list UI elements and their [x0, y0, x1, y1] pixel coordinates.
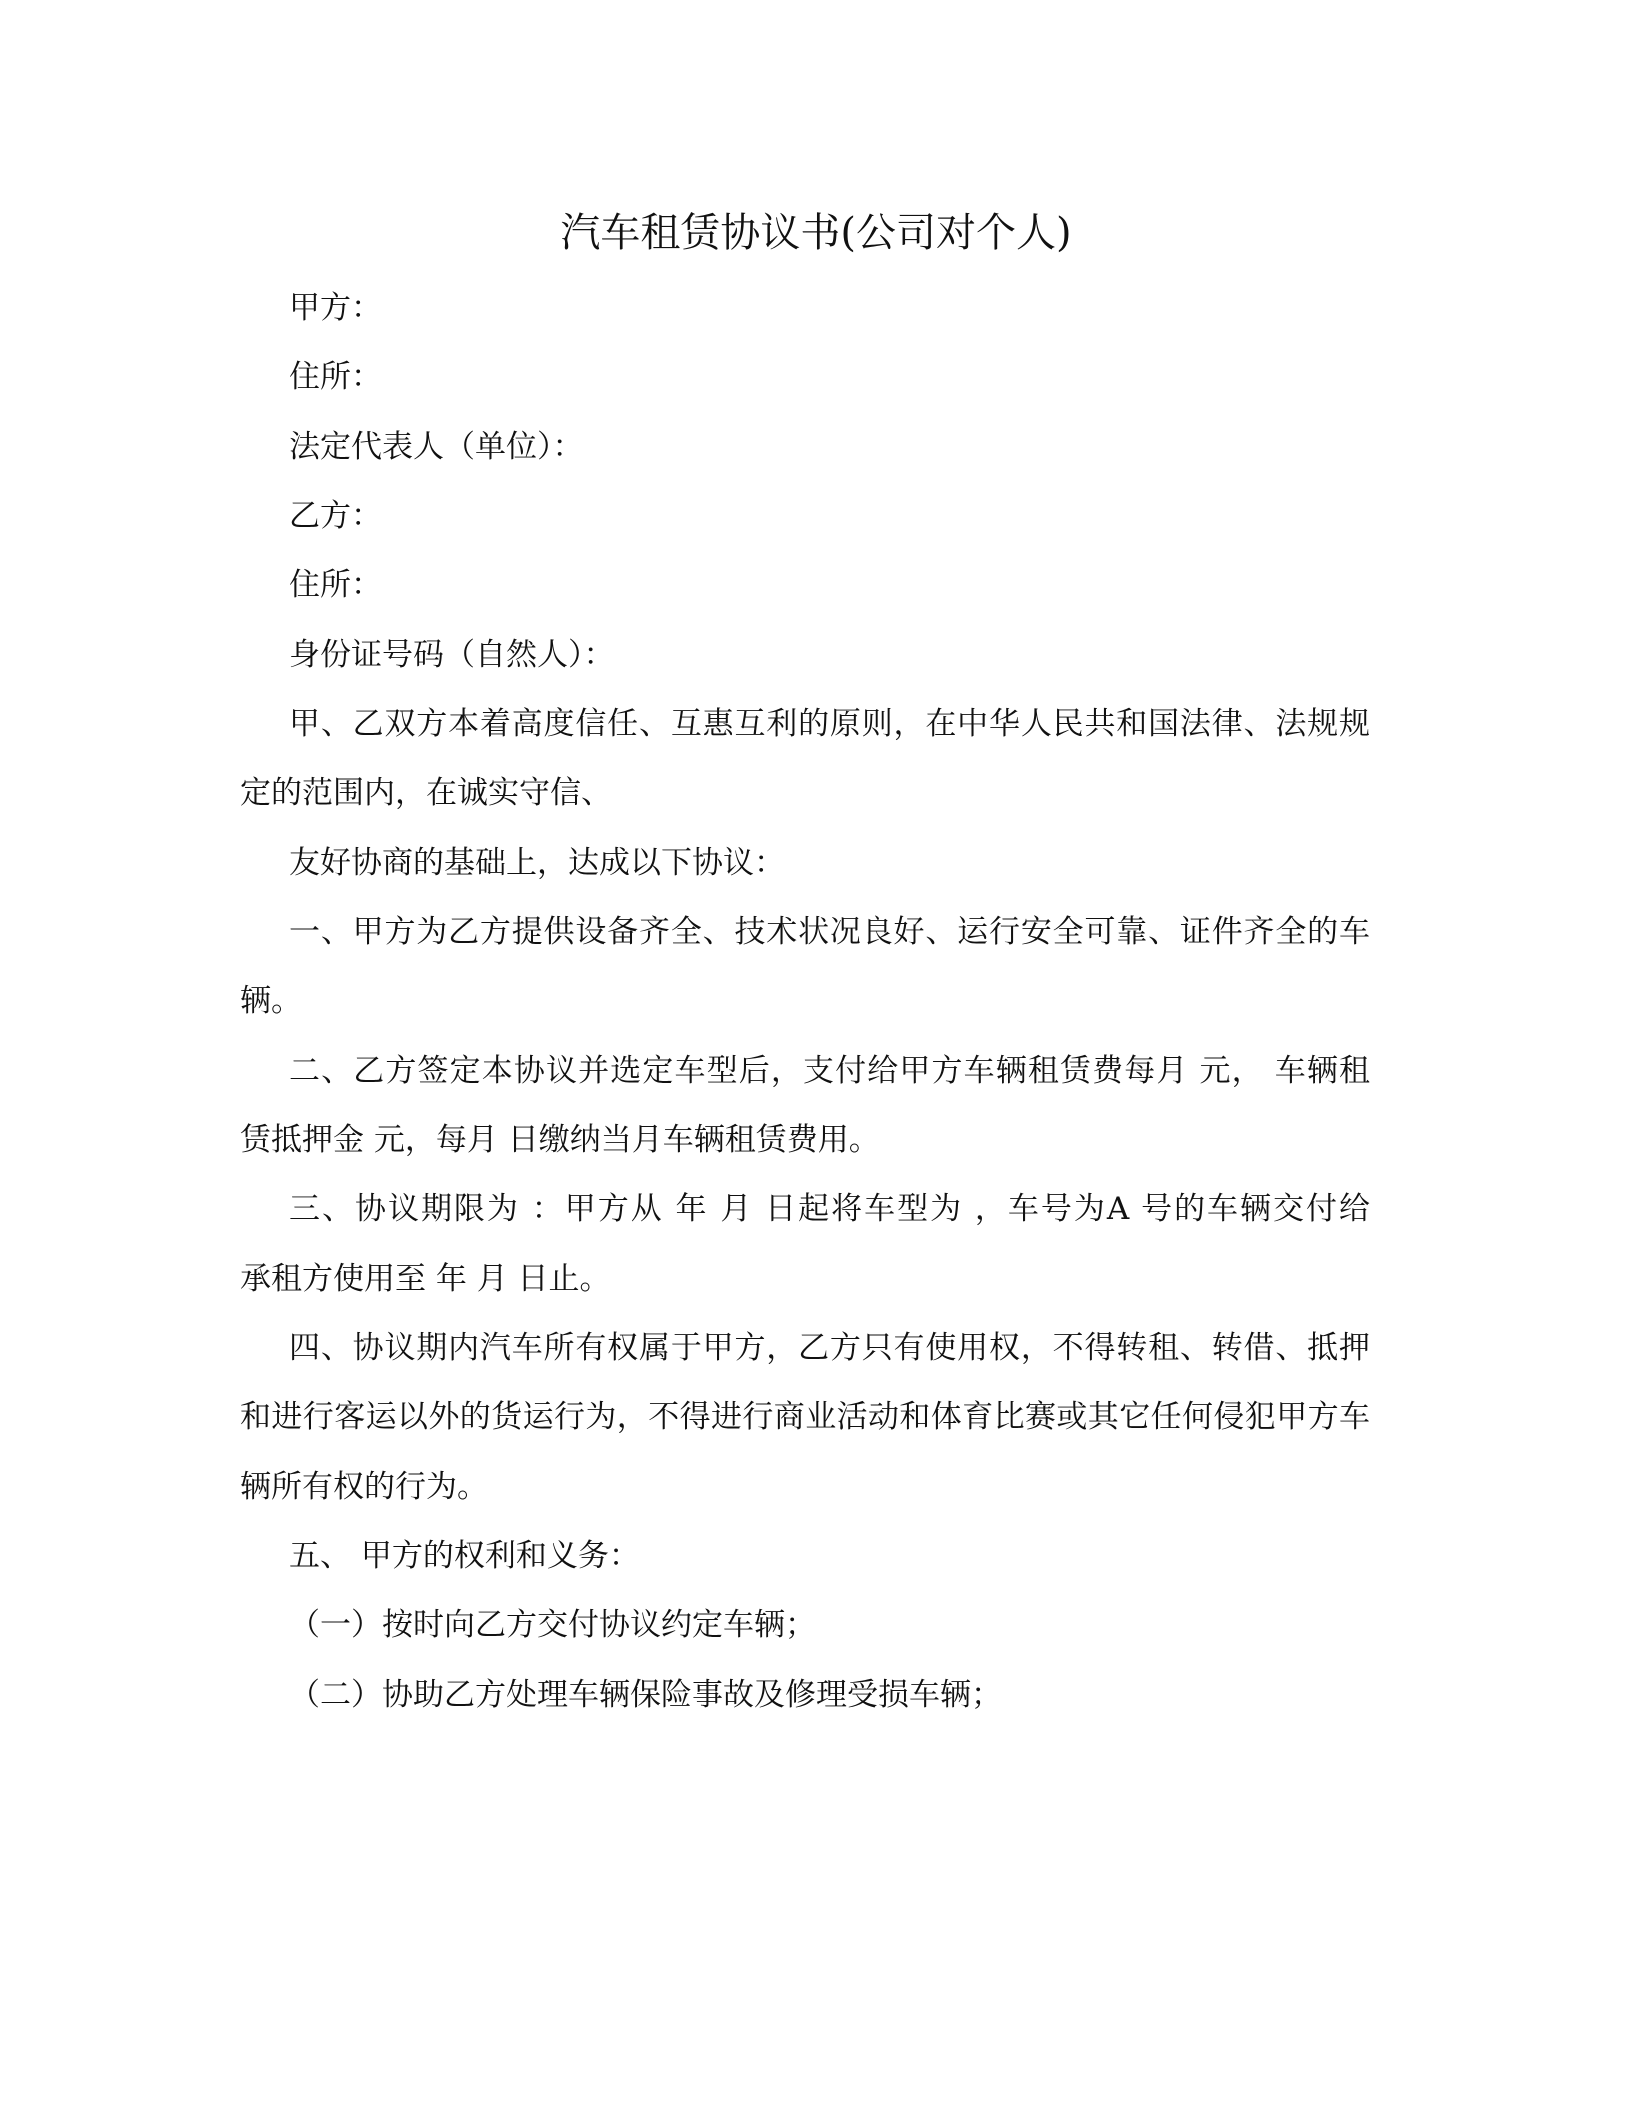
text-line: 三、协议期限为 ：甲方从 年 月 日起将车型为 ，车号为A 号的车辆交付给 — [289, 1191, 1370, 1228]
text-line: 四、协议期内汽车所有权属于甲方，乙方只有使用权，不得转租、转借、抵押 — [289, 1329, 1370, 1366]
text-line: 身份证号码（自然人）： — [289, 636, 615, 673]
document-title: 汽车租赁协议书(公司对个人) — [560, 210, 1072, 256]
text-line: 五、 甲方的权利和义务： — [289, 1537, 640, 1574]
text-line: 友好协商的基础上，达成以下协议： — [289, 844, 785, 881]
text-line: 辆。 — [240, 983, 302, 1020]
text-line: 法定代表人（单位）： — [289, 428, 584, 465]
text-line: 甲、乙双方本着高度信任、互惠互利的原则，在中华人民共和国法律、法规规 — [289, 705, 1370, 742]
text-line: 住所： — [289, 359, 382, 396]
text-line: 辆所有权的行为。 — [240, 1468, 488, 1505]
text-line: （一）按时向乙方交付协议约定车辆； — [289, 1607, 816, 1644]
text-line: 甲方： — [289, 290, 382, 326]
text-line: （二）协助乙方处理车辆保险事故及修理受损车辆； — [289, 1676, 1002, 1713]
text-line: 赁抵押金 元，每月 日缴纳当月车辆租赁费用。 — [240, 1121, 880, 1158]
text-line: 和进行客运以外的货运行为，不得进行商业活动和体育比赛或其它任何侵犯甲方车 — [240, 1399, 1370, 1436]
text-line: 住所： — [289, 567, 382, 604]
text-line: 乙方： — [289, 497, 382, 534]
text-line: 一、甲方为乙方提供设备齐全、技术状况良好、运行安全可靠、证件齐全的车 — [289, 913, 1370, 950]
text-line: 承租方使用至 年 月 日止。 — [240, 1260, 611, 1297]
text-line: 定的范围内，在诚实守信、 — [240, 775, 612, 812]
text-line: 二、乙方签定本协议并选定车型后，支付给甲方车辆租赁费每月 元， 车辆租 — [289, 1052, 1370, 1089]
